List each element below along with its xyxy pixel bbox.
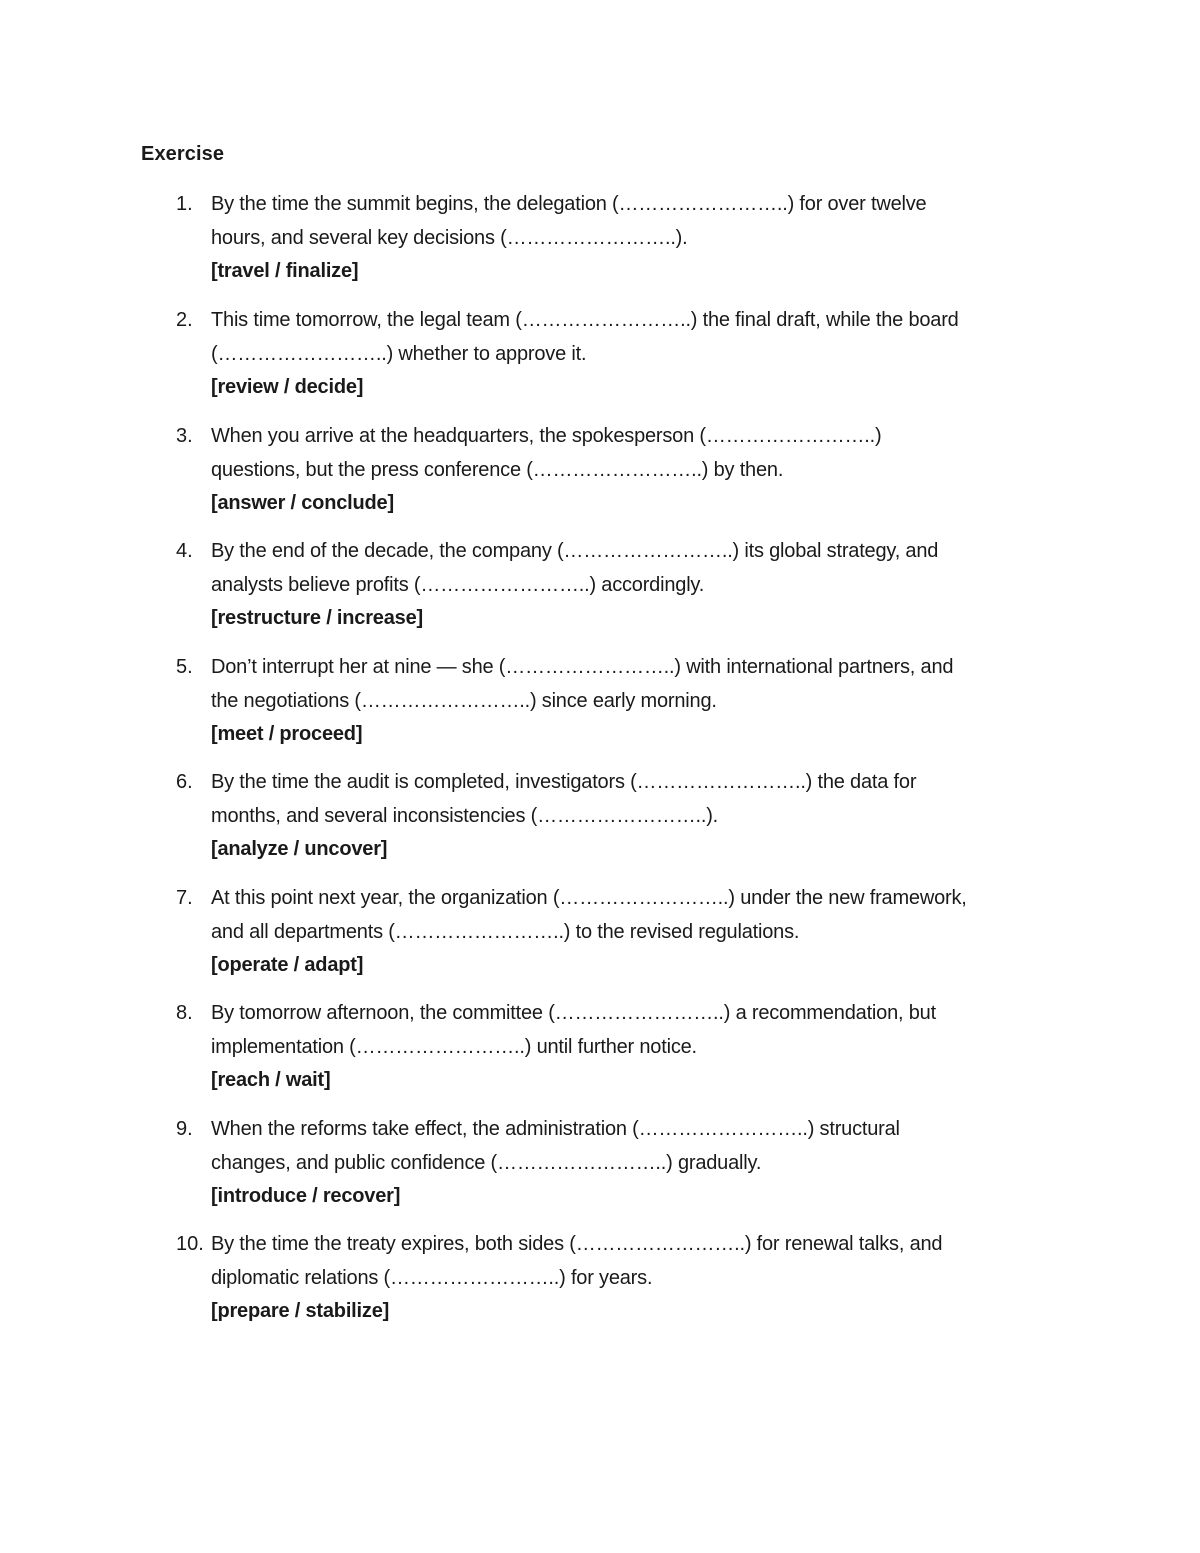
item-verb-hint: [review / decide] <box>211 376 364 398</box>
item-number: 3. <box>176 425 193 447</box>
item-body <box>211 1228 1071 1329</box>
item-text-line-1: By tomorrow afternoon, the committee (……………………..) a recommendation, but <box>211 1002 936 1024</box>
item-body <box>211 188 1071 289</box>
item-number: 1. <box>176 193 193 215</box>
item-text-line-1: Don’t interrupt her at nine — she (……………………..) with international partners, and <box>211 656 954 678</box>
item-body <box>211 420 1071 521</box>
item-number: 9. <box>176 1118 193 1140</box>
item-text-line-1: By the time the audit is completed, investigators (……………………..) the data for <box>211 771 917 793</box>
item-text-line-2: (……………………..) whether to approve it. <box>211 342 587 365</box>
item-body <box>211 651 1071 752</box>
item-number: 7. <box>176 887 193 909</box>
item-verb-hint: [introduce / recover] <box>211 1185 401 1207</box>
item-number: 2. <box>176 309 193 331</box>
item-body <box>211 535 1071 636</box>
item-text-line-2: changes, and public confidence (……………………..) gradually. <box>211 1151 762 1174</box>
item-body <box>211 882 1071 983</box>
item-text-line-1: When you arrive at the headquarters, the spokesperson (……………………..) <box>211 425 882 447</box>
item-body <box>211 304 1071 405</box>
item-text-line-2: analysts believe profits (……………………..) accordingly. <box>211 573 705 596</box>
item-number: 8. <box>176 1002 193 1024</box>
item-verb-hint: [meet / proceed] <box>211 723 363 745</box>
item-verb-hint: [prepare / stabilize] <box>211 1300 390 1322</box>
item-body <box>211 766 1071 867</box>
item-verb-hint: [operate / adapt] <box>211 954 364 976</box>
item-text-line-2: hours, and several key decisions (……………………..). <box>211 226 688 249</box>
exercise-heading: Exercise <box>141 143 225 165</box>
item-number: 6. <box>176 771 193 793</box>
item-text-line-2: diplomatic relations (……………………..) for years. <box>211 1266 653 1289</box>
item-text-line-1: This time tomorrow, the legal team (……………………..) the final draft, while the board <box>211 309 959 331</box>
item-verb-hint: [restructure / increase] <box>211 607 423 629</box>
item-text-line-1: By the time the treaty expires, both sides (……………………..) for renewal talks, and <box>211 1233 943 1255</box>
item-verb-hint: [reach / wait] <box>211 1069 331 1091</box>
item-text-line-2: and all departments (……………………..) to the revised regulations. <box>211 920 800 943</box>
item-text-line-1: When the reforms take effect, the administration (……………………..) structural <box>211 1118 900 1140</box>
item-verb-hint: [travel / finalize] <box>211 260 359 282</box>
item-verb-hint: [answer / conclude] <box>211 492 394 514</box>
item-verb-hint: [analyze / uncover] <box>211 838 388 860</box>
item-number: 10. <box>176 1233 204 1255</box>
item-body <box>211 1113 1071 1214</box>
item-text-line-1: By the time the summit begins, the delegation (……………………..) for over twelve <box>211 193 927 215</box>
item-number: 4. <box>176 540 193 562</box>
item-text-line-2: questions, but the press conference (……………………..) by then. <box>211 458 784 481</box>
item-text-line-1: At this point next year, the organization (……………………..) under the new framework, <box>211 887 967 909</box>
item-text-line-2: implementation (……………………..) until further notice. <box>211 1035 697 1058</box>
item-number: 5. <box>176 656 193 678</box>
item-text-line-2: months, and several inconsistencies (……………………..). <box>211 804 719 827</box>
item-text-line-2: the negotiations (……………………..) since early morning. <box>211 689 717 712</box>
item-body <box>211 997 1071 1098</box>
item-text-line-1: By the end of the decade, the company (……………………..) its global strategy, and <box>211 540 939 562</box>
